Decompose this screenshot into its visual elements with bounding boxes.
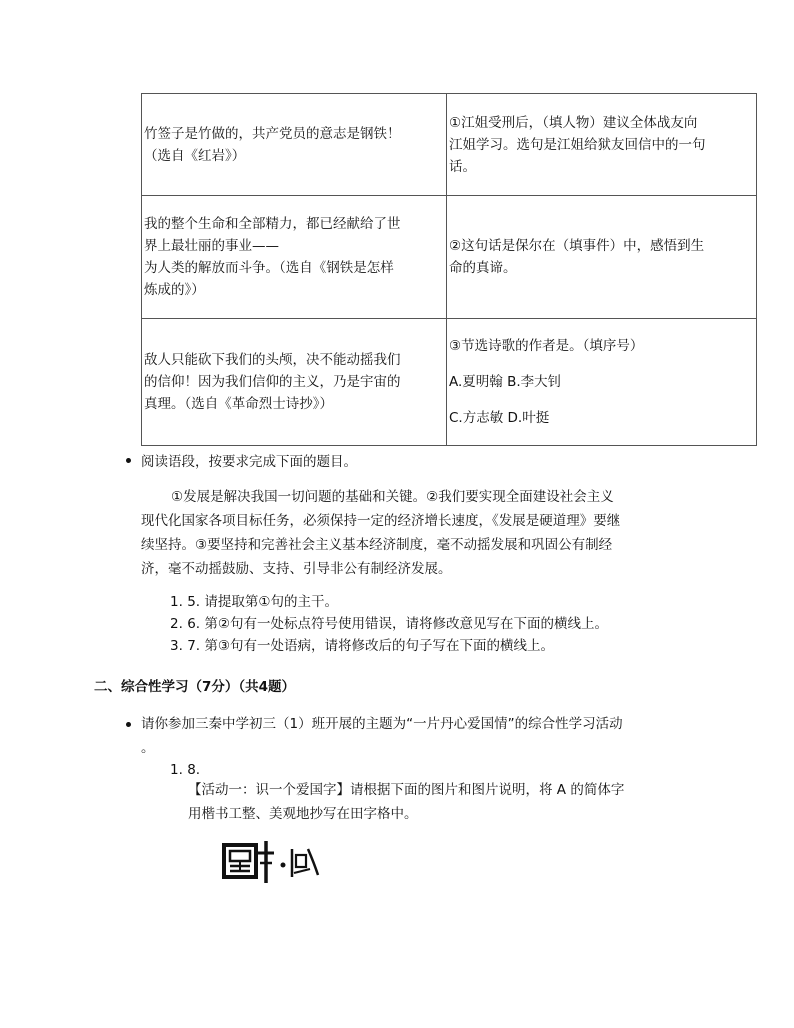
bullet bbox=[126, 722, 131, 727]
cell-line: ①江姐受刑后，（填人物）建议全体战友向 bbox=[449, 114, 698, 131]
question-text: 7. 第③句有一处语病，请将修改后的句子写在下面的横线上。 bbox=[187, 638, 554, 654]
table-cell bbox=[447, 196, 757, 319]
table-cell bbox=[447, 319, 757, 446]
activity-line: 【活动一：识一个爱国字】请根据下面的图片和图片说明，将 A 的简体字 bbox=[188, 782, 625, 798]
cell-line: 的信仰！因为我们信仰的主义，乃是宇宙的 bbox=[144, 374, 401, 390]
table-cell bbox=[142, 94, 447, 196]
cell-line: C.方志敏 D.叶挺 bbox=[449, 410, 550, 426]
activity-item bbox=[170, 760, 200, 780]
question-text: 6. 第②句有一处标点符号使用错误，请将修改意见写在下面的横线上。 bbox=[187, 616, 608, 632]
cell-line: 江姐学习。选句是江姐给狱友回信中的一句 bbox=[449, 136, 706, 153]
cell-line: A.夏明翰 B.李大钊 bbox=[449, 374, 562, 390]
table-cell bbox=[142, 319, 447, 446]
question-item bbox=[170, 614, 608, 634]
question-number: 1. bbox=[170, 594, 183, 610]
cell-line: 真理。（选自《革命烈士诗抄》） bbox=[144, 396, 333, 412]
passage-line: 现代化国家各项目标任务，必须保持一定的经济增长速度，《发展是硬道理》要继 bbox=[141, 513, 621, 529]
reading-prompt: 阅读语段，按要求完成下面的题目。 bbox=[141, 454, 357, 470]
cell-line: 炼成的》） bbox=[144, 282, 205, 298]
cell-line: ③节选诗歌的作者是。（填序号） bbox=[449, 338, 644, 354]
question-text: 5. 请提取第①句的主干。 bbox=[187, 594, 338, 610]
passage-line: 济，毫不动摇鼓励、支持、引导非公有制经济发展。 bbox=[141, 561, 452, 577]
table-cell bbox=[447, 94, 757, 196]
question-item bbox=[170, 636, 554, 656]
question-number: 2. bbox=[170, 616, 183, 632]
cell-line: 话。 bbox=[449, 158, 476, 175]
section-intro bbox=[141, 712, 623, 760]
intro-line: 请你参加三秦中学初三（1）班开展的主题为“一片丹心爱国情”的综合性学习活动 bbox=[141, 716, 623, 732]
cell-line: 界上最壮丽的事业—— bbox=[144, 238, 279, 254]
ancient-character-icon bbox=[222, 839, 322, 889]
table-cell bbox=[142, 196, 447, 319]
item-number: 1. bbox=[170, 762, 183, 778]
cell-line: ②这句话是保尔在（填事件）中，感悟到生 bbox=[449, 238, 705, 254]
section-heading: 二、综合性学习（7分）（共4题） bbox=[94, 679, 296, 695]
cell-line: 命的真谛。 bbox=[449, 260, 517, 276]
item-label: 8. bbox=[187, 762, 201, 778]
reading-passage bbox=[141, 485, 721, 581]
bullet bbox=[126, 458, 131, 463]
cell-line: 竹签子是竹做的，共产党员的意志是钢铁！ bbox=[144, 125, 401, 142]
activity-line: 用楷书工整、美观地抄写在田字格中。 bbox=[188, 806, 418, 822]
cell-line: 为人类的解放而斗争。（选自《钢铁是怎样 bbox=[144, 260, 394, 276]
intro-line: 。 bbox=[141, 740, 155, 756]
passage-line: ①发展是解决我国一切问题的基础和关键。②我们要实现全面建设社会主义 bbox=[171, 489, 614, 505]
quote-table bbox=[141, 93, 757, 446]
passage-line: 续坚持。③要坚持和完善社会主义基本经济制度，毫不动摇发展和巩固公有制经 bbox=[141, 537, 613, 553]
cell-line: （选自《红岩》） bbox=[144, 147, 246, 164]
activity-text bbox=[188, 778, 624, 826]
cell-line: 我的整个生命和全部精力，都已经献给了世 bbox=[144, 216, 401, 232]
cell-line: 敌人只能砍下我们的头颅，决不能动摇我们 bbox=[144, 352, 401, 368]
question-item bbox=[170, 592, 338, 612]
question-number: 3. bbox=[170, 638, 183, 654]
